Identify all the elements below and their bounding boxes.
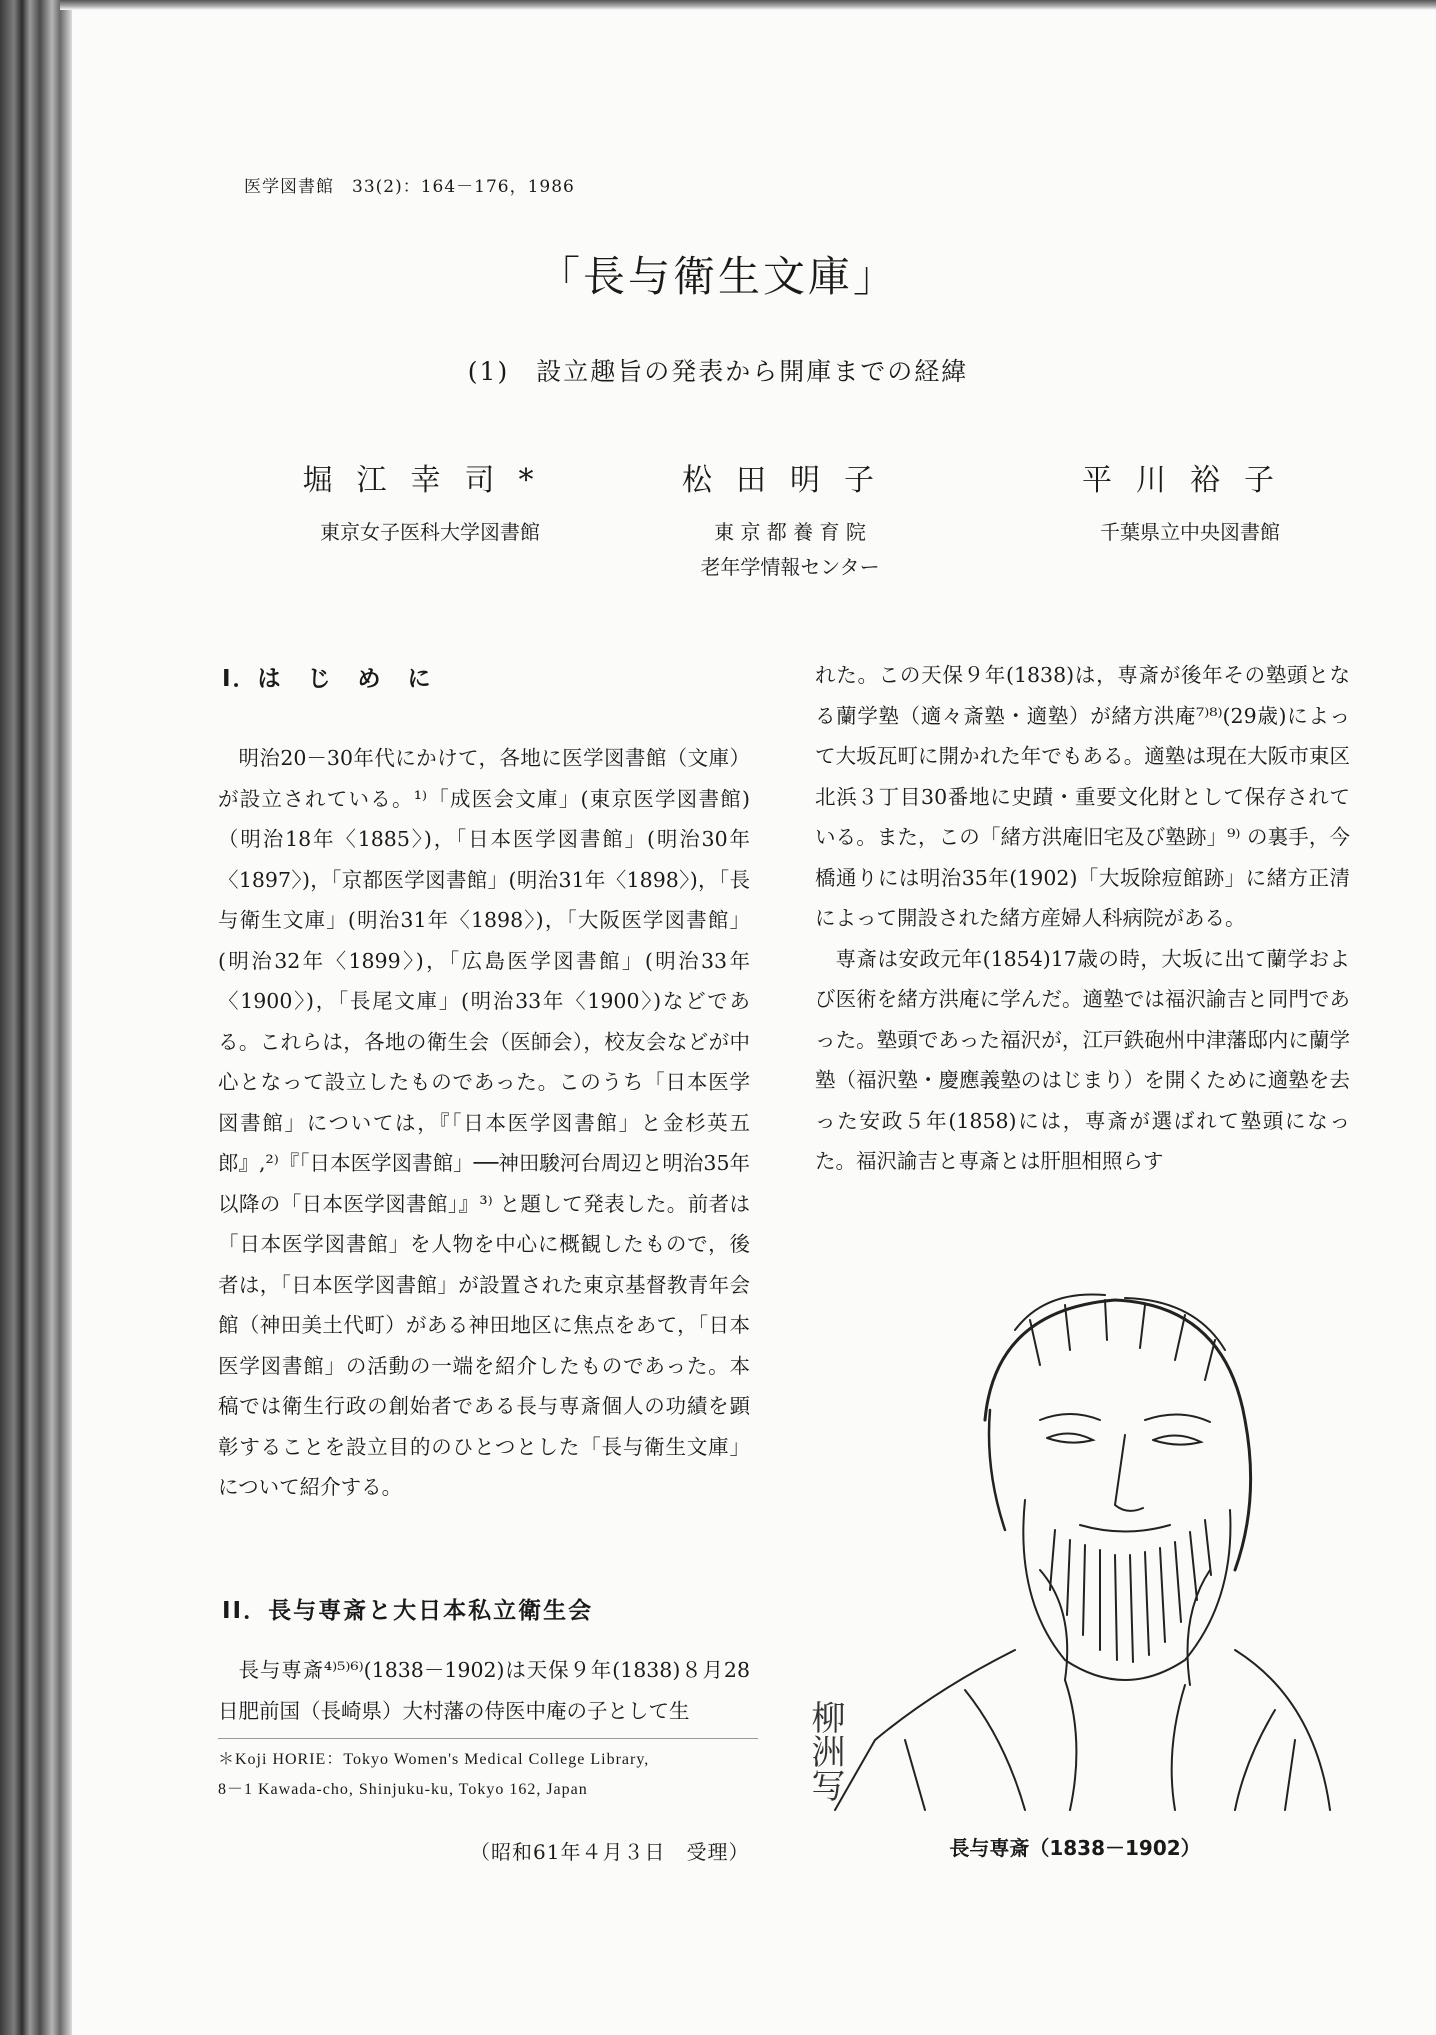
left-column-text xyxy=(218,738,750,1508)
footnote-line: ＊Koji HORIE：Tokyo Women's Medical College Library, xyxy=(218,1751,650,1768)
artist-signature: 柳洲写 xyxy=(805,1700,845,1802)
journal-reference: 医学図書館 33(2)：164－176，1986 xyxy=(244,177,575,197)
author-affiliation: 東京女子医科大学図書館 xyxy=(320,520,540,544)
author-1 xyxy=(270,455,590,550)
affiliation-line: 東 京 都 養 育 院 xyxy=(714,520,866,544)
page-top-edge xyxy=(60,0,1436,10)
body-paragraph: 専斎は安政元年(1854)17歳の時，大坂に出て蘭学および医術を緒方洪庵に学んだ。適塾では福沢諭吉と同門であった。塾頭であった福沢が，江戸鉄砲州中津藩邸内に蘭学塾（福沢塾・慶應義塾のはじまり）を開くために適塾を去った安政５年(1858)には，専斎が選ばれて塾頭になった。福沢諭吉と専斎とは肝胆相照らす xyxy=(815,946,1350,1173)
body-paragraph: 明治20－30年代にかけて，各地に医学図書館（文庫）が設立されている。¹⁾「成医会文庫」(東京医学図書館)（明治18年〈1885〉)，「日本医学図書館」(明治30年〈1897〉)，「京都医学図書館」(明治31年〈1898〉)，「長与衛生文庫」(明治31年〈1898〉)，「大阪医学図書館」(明治32年〈1899〉)，「広島医学図書館」(明治33年〈1900〉)，「長尾文庫」(明治33年〈1900〉)などである。これらは，各地の衛生会（医師会），校友会などが中心となって設立したものであった。このうち「日本医学図書館」については，『「日本医学図書館」と金杉英五郎』,²⁾『「日本医学図書館」──神田駿河台周辺と明治35年以降の「日本医学図書館」』³⁾ と題して発表した。前者は「日本医学図書館」を人物を中心に概観したもので，後者は，「日本医学図書館」が設置された東京基督教青年会館（神田美土代町）がある神田地区に焦点をあて，「日本医学図書館」の活動の一端を紹介したものであった。本稿では衛生行政の創始者である長与専斎個人の功績を顕彰することを設立目的のひとつとした「長与衛生文庫」について紹介する。 xyxy=(218,746,750,1499)
author-name: 平川裕子 xyxy=(1082,463,1298,498)
author-name: 松田明子 xyxy=(682,463,898,498)
footnote-rule xyxy=(218,1738,758,1739)
received-date: （昭和61年４月３日 受理） xyxy=(470,1840,750,1864)
left-column-text-section2 xyxy=(218,1650,750,1731)
article-title: 「長与衛生文庫」 xyxy=(537,252,898,301)
section-heading-introduction: I．は じ め に xyxy=(222,666,433,692)
book-binding-edge xyxy=(0,0,72,2035)
right-column-text xyxy=(815,655,1350,1182)
article-subtitle: (1) 設立趣旨の発表から開庫までの経緯 xyxy=(467,357,969,386)
affiliation-line: 老年学情報センター xyxy=(700,555,880,579)
author-footnote xyxy=(218,1745,758,1805)
footnote-line: 8－1 Kawada-cho, Shinjuku-ku, Tokyo 162, Japan xyxy=(218,1781,588,1798)
body-paragraph: 長与専斎⁴⁾⁵⁾⁶⁾(1838－1902)は天保９年(1838)８月28日肥前国（長崎県）大村藩の侍医中庵の子として生 xyxy=(218,1658,750,1723)
author-name: 堀江幸司* xyxy=(302,463,558,498)
author-affiliation: 千葉県立中央図書館 xyxy=(1100,520,1280,544)
author-affiliation xyxy=(640,515,940,585)
portrait-illustration xyxy=(805,1270,1335,1810)
figure-caption: 長与専斎（1838－1902） xyxy=(949,1836,1201,1860)
author-3 xyxy=(1040,455,1340,550)
author-2 xyxy=(640,455,940,585)
section-heading-nagayo: II．長与専斎と大日本私立衛生会 xyxy=(222,1598,594,1624)
body-paragraph: れた。この天保９年(1838)は，専斎が後年その塾頭となる蘭学塾（適々斎塾・適塾）が緒方洪庵⁷⁾⁸⁾(29歳)によって大坂瓦町に開かれた年でもある。適塾は現在大阪市東区北浜３丁目30番地に史蹟・重要文化財として保存されている。また，この「緒方洪庵旧宅及び塾跡」⁹⁾ の裏手，今橋通りには明治35年(1902)「大坂除痘館跡」に緒方正清によって開設された緒方産婦人科病院がある。 xyxy=(815,663,1350,930)
